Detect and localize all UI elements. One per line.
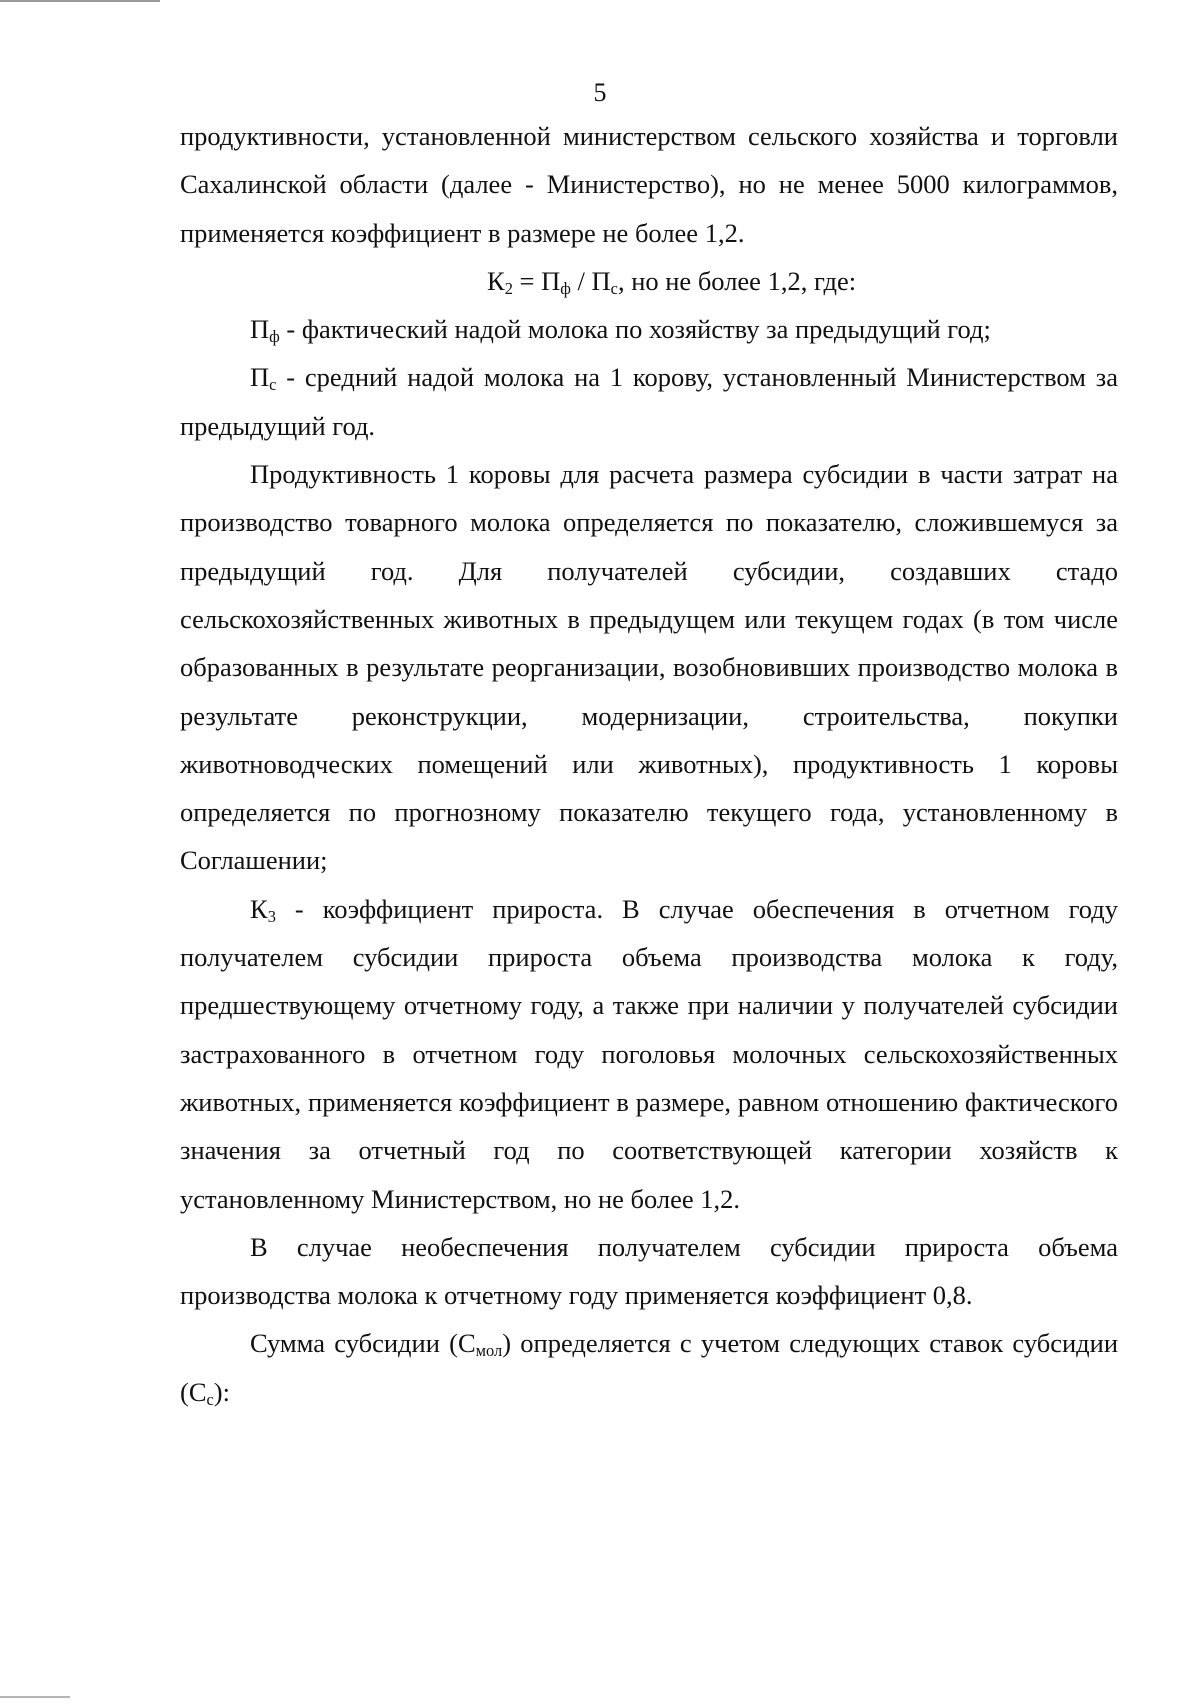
symbol-subscript: 3 (267, 906, 276, 926)
text-run: - фактический надой молока по хозяйству за предыдущий год; (279, 314, 991, 345)
paragraph-no-growth (180, 1223, 1118, 1320)
text-run: Продуктивность 1 коровы для расчета размера субсидии в части затрат на производство товарного молока определяется по показателю, сложившемуся за предыдущий год. Для получателей субсидии, создавших стадо сельскохозяйственных животных в предыдущем или текущем годах (в том числе образованных в результате реорганизации, возобновивших производство молока в результате реконструкции, модернизации, строительства, покупки животноводческих помещений или животных), продуктивность 1 коровы определяется по прогнозному показателю текущего года, установленному в Соглашении; (180, 459, 1118, 876)
text-run: ) определяется с учетом следующих ставок субсидии (С (180, 1328, 1118, 1407)
document-body (180, 112, 1118, 1416)
text-run: Сумма субсидии (С (250, 1328, 476, 1359)
paragraph-cow-productivity (180, 450, 1118, 885)
symbol-subscript: с (269, 375, 277, 395)
formula-text: = П (512, 265, 561, 296)
text-run: - средний надой молока на 1 корову, установленный Министерством за предыдущий год. (180, 362, 1118, 441)
definition-pf (180, 305, 1118, 353)
formula-symbol: К (487, 265, 505, 296)
formula-subscript: с (610, 278, 618, 298)
scan-edge-line (0, 0, 160, 2)
symbol-subscript: с (206, 1389, 214, 1409)
symbol: П (250, 314, 270, 345)
definition-pc (180, 353, 1118, 450)
formula-subscript: ф (560, 278, 571, 298)
definition-k3 (180, 885, 1118, 1223)
text-run: В случае необеспечения получателем субсидии прироста объема производства молока к отчетному году применяется коэффициент 0,8. (180, 1231, 1118, 1311)
formula-text: / П (570, 265, 611, 296)
symbol-subscript: ф (269, 327, 280, 347)
scan-edge-line (0, 1696, 70, 1698)
formula-text: , но не более 1,2, где: (617, 265, 857, 296)
paragraph-subsidy-sum (180, 1319, 1118, 1416)
symbol-subscript: мол (475, 1341, 503, 1361)
text-run: продуктивности, установленной министерством сельского хозяйства и торговли Сахалинской области (далее - Министерство), но не менее 5000 килограммов, применяется коэффициент в размере не более 1,2. (180, 121, 1118, 248)
formula-subscript: 2 (504, 278, 513, 298)
symbol: П (250, 362, 270, 393)
symbol: К (250, 893, 268, 924)
formula-k2 (180, 257, 1118, 305)
paragraph-productivity-continuation (180, 112, 1118, 257)
text-run: - коэффициент прироста. В случае обеспечения в отчетном году получателем субсидии прироста объема производства молока к году, предшествующему отчетному году, а также при наличии у получателей субсидии застрахованного в отчетном году поголовья молочных сельскохозяйственных животных, применяется коэффициент в размере, равном отношению фактического значения за отчетный год по соответствующей категории хозяйств к установленному Министерством, но не более 1,2. (180, 893, 1118, 1214)
page-number: 5 (593, 78, 607, 107)
text-run: ): (213, 1376, 230, 1407)
